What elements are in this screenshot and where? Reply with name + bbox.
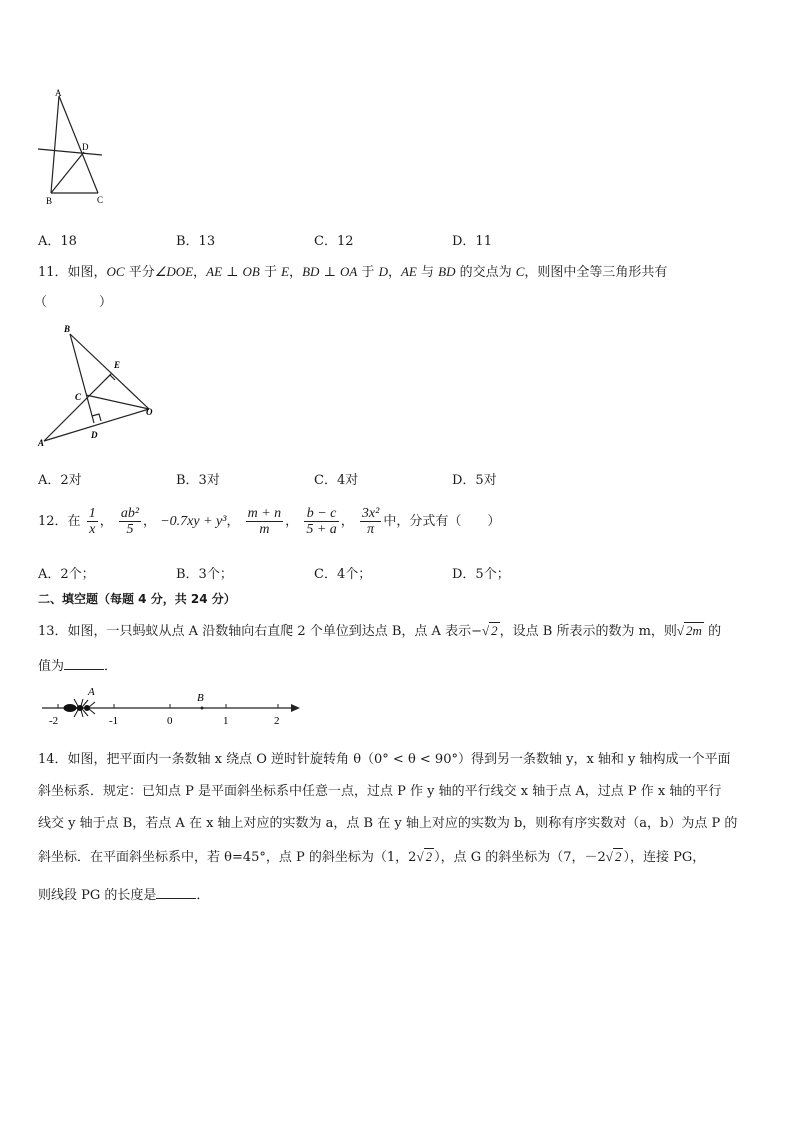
- denominator: 5: [126, 522, 134, 537]
- q13-text: 13．如图，一只蚂蚁从点 A 沿数轴向右直爬 2 个单位到达点 B，点 A 表示: [38, 624, 472, 639]
- q11-term: AE: [206, 264, 223, 279]
- q11-term: BD: [302, 264, 320, 279]
- q14-text: ），连接 PG，: [623, 850, 706, 865]
- q11-term: BD: [438, 264, 456, 279]
- sqrt-2m: √ 2m: [676, 623, 702, 638]
- numerator: m + n: [247, 506, 282, 521]
- q11-number: 11．如图，: [38, 265, 107, 280]
- q12-option-c[interactable]: C．4个；: [314, 567, 372, 582]
- vertex-label-d: D: [82, 142, 89, 152]
- answer-blank[interactable]: [156, 886, 196, 899]
- tick-label: -1: [109, 715, 119, 727]
- q11-term: OA: [339, 264, 358, 279]
- q12-stem: [38, 502, 500, 542]
- q13-text: ，设点 B 所表示的数为 m，则: [499, 624, 677, 639]
- numerator: b − c: [304, 506, 338, 522]
- vertex-label-e: E: [114, 360, 121, 370]
- q11-term: C: [515, 264, 525, 279]
- point-b-marker: [201, 707, 204, 710]
- point-label-a: A: [88, 686, 95, 698]
- q11-term: OC: [106, 264, 125, 279]
- denominator: π: [367, 522, 375, 537]
- q14-text: 斜坐标．在平面斜坐标系中，若 θ=45°，点 P 的斜坐标为（1，2: [38, 850, 417, 865]
- radicand: 2: [614, 849, 622, 864]
- q14-line1: 14．如图，把平面内一条数轴 x 绕点 O 逆时针旋转角 θ（0° < θ < 90°）得到另一条数轴 y，x 轴和 y 轴构成一个平面: [38, 752, 731, 767]
- numerator: ab²: [120, 506, 140, 521]
- radicand: 2: [491, 623, 498, 638]
- q14-line2: 斜坐标系．规定：已知点 P 是平面斜坐标系中任意一点，过点 P 作 y 轴的平行线交 x 轴于点 A，过点 P 作 x 轴的平行: [38, 784, 722, 799]
- fraction-b-minus-c-over-5-plus-a: [304, 506, 338, 537]
- q12-prefix: 12．在: [38, 514, 81, 529]
- tick-label: 2: [274, 715, 280, 727]
- fraction-m-plus-n-over-m: [246, 506, 284, 537]
- sqrt-2: √ 2: [416, 849, 433, 864]
- q14-text: ），点 G 的斜坐标为（7，－2: [434, 850, 606, 865]
- q11-term: 与: [416, 265, 439, 280]
- q13-text: ．: [104, 659, 118, 674]
- q11-term: ，: [289, 265, 303, 280]
- q11-option-d[interactable]: D．5对: [452, 473, 497, 488]
- point-label-b: B: [197, 692, 204, 704]
- numerator: 1: [88, 506, 96, 521]
- q12-option-b[interactable]: B．3个；: [176, 567, 233, 582]
- fraction-1-over-x: [87, 506, 98, 537]
- minus-sign: −: [471, 624, 482, 639]
- separator: ，: [99, 514, 113, 529]
- q12-option-a[interactable]: A．2个；: [38, 567, 95, 582]
- q13-stem-line1: [38, 620, 721, 639]
- vertex-label-c: C: [75, 392, 82, 402]
- tick-label: 0: [167, 715, 173, 727]
- q13-stem-line2: [38, 655, 117, 674]
- number-line-figure: [38, 684, 302, 728]
- triangle-abc-figure: [32, 86, 112, 208]
- q11-term: 于: [357, 265, 379, 280]
- q11-option-c[interactable]: C．4对: [314, 473, 359, 488]
- q14-line3: 线交 y 轴于点 B，若点 A 在 x 轴上对应的实数为 a，点 B 在 y 轴上对应的实数为 b，则称有序实数对（a，b）为点 P 的: [38, 816, 738, 831]
- q11-term: E: [281, 264, 290, 279]
- tick-label: 1: [223, 715, 229, 727]
- q14-line4: [38, 846, 705, 865]
- q14-text: ．: [196, 888, 210, 903]
- q11-term: 平分: [124, 265, 155, 280]
- q11-option-a[interactable]: A．2对: [38, 473, 82, 488]
- fraction-ab2-over-5: [119, 506, 141, 537]
- q11-term: 的交点为: [455, 265, 516, 280]
- separator: ，: [285, 514, 299, 529]
- tick-label: -2: [49, 715, 59, 727]
- q11-term: ⊥: [222, 265, 243, 280]
- q11-term: 于: [259, 265, 282, 280]
- q11-stem: [38, 261, 667, 280]
- vertex-label-a: A: [55, 88, 62, 98]
- angle-bisector-figure: [34, 320, 164, 448]
- q11-term: D: [378, 264, 388, 279]
- q12-option-d[interactable]: D．5个；: [452, 567, 510, 582]
- radicand: 2m: [686, 623, 702, 638]
- q10-option-d[interactable]: D．11: [452, 234, 492, 249]
- section-heading: 二、填空题（每题 4 分，共 24 分）: [38, 592, 236, 606]
- sqrt-2: √ 2: [605, 849, 622, 864]
- denominator: x: [89, 522, 96, 537]
- q11-term: ，: [193, 265, 207, 280]
- q11-option-b[interactable]: B．3对: [176, 473, 220, 488]
- q12-suffix: 中，分式有（ ）: [383, 514, 501, 529]
- vertex-label-b: B: [64, 324, 71, 334]
- q11-term: OB: [242, 264, 260, 279]
- sqrt-2: √ 2: [481, 623, 498, 638]
- q14-line5: [38, 884, 209, 903]
- radicand: 2: [425, 849, 433, 864]
- answer-blank[interactable]: [64, 657, 104, 670]
- q13-text: 值为: [38, 659, 65, 674]
- q11-term: AE: [400, 264, 417, 279]
- vertex-label-o: O: [146, 407, 153, 417]
- fraction-3x2-over-pi: [360, 506, 381, 537]
- separator: ，: [226, 514, 240, 529]
- q11-term: ，则图中全等三角形共有: [524, 265, 668, 280]
- denominator: m: [259, 522, 270, 537]
- separator: ，: [340, 514, 354, 529]
- vertex-label-a: A: [38, 438, 45, 448]
- q10-option-c[interactable]: C．12: [314, 234, 354, 249]
- denominator: 5 + a: [306, 522, 337, 537]
- q10-option-a[interactable]: A．18: [38, 234, 77, 249]
- q14-text: 则线段 PG 的长度是: [38, 888, 157, 903]
- q11-answer-paren: （ ）: [34, 295, 113, 310]
- vertex-label-d: D: [91, 430, 98, 440]
- q10-option-b[interactable]: B．13: [176, 234, 216, 249]
- separator: ，: [143, 514, 157, 529]
- q11-term: ⊥: [319, 265, 340, 280]
- numerator: 3x²: [361, 506, 380, 521]
- vertex-label-c: C: [97, 195, 104, 205]
- expression-polynomial: −0.7xy + y³: [160, 514, 227, 529]
- q13-text: 的: [703, 624, 722, 639]
- q11-term: ∠DOE: [154, 264, 194, 279]
- q11-term: ，: [387, 265, 401, 280]
- vertex-label-b: B: [46, 196, 53, 206]
